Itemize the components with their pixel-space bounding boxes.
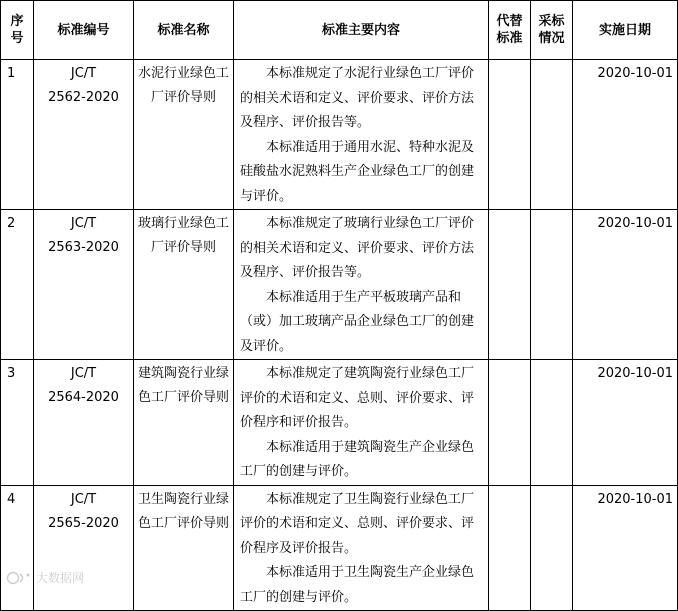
table-header <box>1 1 678 60</box>
content-applicability-paragraph: 本标准适用于建筑陶瓷生产企业绿色工厂的创建与评价。 <box>240 439 475 479</box>
content-scope-paragraph: 本标准规定了水泥行业绿色工厂评价的相关术语和定义、评价要求、评价方法及程序、评价报告等。 <box>240 66 475 130</box>
row-implementation-date: 2020-10-01 <box>573 60 678 210</box>
row-main-content <box>234 360 489 486</box>
row-index: 1 <box>1 60 34 210</box>
code-prefix: JC/T <box>70 216 97 231</box>
row-standard-name: 玻璃行业绿色工厂评价导则 <box>134 210 234 360</box>
code-number: 2562-2020 <box>48 90 119 105</box>
row-replaced-standard <box>489 210 531 360</box>
row-standard-code <box>34 360 134 486</box>
content-applicability-paragraph: 本标准适用于生产平板玻璃产品和（或）加工玻璃产品企业绿色工厂的创建及评价。 <box>240 289 475 354</box>
content-scope-paragraph: 本标准规定了卫生陶瓷行业绿色工厂评价的术语和定义、总则、评价要求、评价程序及评价报告。 <box>240 491 475 556</box>
header-standard-code: 标准编号 <box>34 1 134 60</box>
code-prefix: JC/T <box>70 491 97 507</box>
code-number: 2564-2020 <box>48 390 119 405</box>
row-index: 2 <box>1 210 34 360</box>
row-replaced-standard <box>489 60 531 210</box>
row-standard-name: 水泥行业绿色工厂评价导则 <box>134 60 234 210</box>
content-scope-paragraph: 本标准规定了玻璃行业绿色工厂评价的相关术语和定义、评价要求、评价方法及程序、评价报告等。 <box>240 216 475 280</box>
table-row <box>1 210 678 360</box>
row-standard-name: 建筑陶瓷行业绿色工厂评价导则 <box>134 360 234 486</box>
header-implementation-date: 实施日期 <box>573 1 678 60</box>
table-row <box>1 360 678 486</box>
row-main-content <box>234 210 489 360</box>
header-index: 序号 <box>1 1 34 60</box>
table-row <box>1 60 678 210</box>
content-applicability-paragraph: 本标准适用于卫生陶瓷生产企业绿色工厂的创建与评价。 <box>240 565 475 605</box>
row-standard-code <box>34 210 134 360</box>
watermark-text: 大数据网 <box>36 571 85 585</box>
code-prefix: JC/T <box>70 66 97 81</box>
row-implementation-date: 2020-10-01 <box>573 210 678 360</box>
row-implementation-date: 2020-10-01 <box>573 360 678 486</box>
row-implementation-date: 2020-10-01 <box>573 485 678 611</box>
code-number: 2565-2020 <box>48 515 119 531</box>
code-number: 2563-2020 <box>48 240 119 255</box>
header-replaced-standard: 代替标准 <box>489 1 531 60</box>
row-replaced-standard <box>489 360 531 486</box>
row-adoption <box>531 360 573 486</box>
header-adoption: 采标情况 <box>531 1 573 60</box>
content-applicability-paragraph: 本标准适用于通用水泥、特种水泥及硅酸盐水泥熟料生产企业绿色工厂的创建与评价。 <box>240 139 475 204</box>
row-index: 4 <box>1 485 34 611</box>
code-prefix: JC/T <box>70 366 97 381</box>
row-index: 3 <box>1 360 34 486</box>
content-scope-paragraph: 本标准规定了建筑陶瓷行业绿色工厂评价的术语和定义、总则、评价要求、评价程序和评价报告。 <box>240 366 475 430</box>
header-standard-name: 标准名称 <box>134 1 234 60</box>
row-main-content <box>234 60 489 210</box>
header-main-content: 标准主要内容 <box>234 1 489 60</box>
row-standard-code <box>34 60 134 210</box>
row-adoption <box>531 60 573 210</box>
row-standard-name: 卫生陶瓷行业绿色工厂评价导则 <box>134 485 234 611</box>
watermark <box>6 569 84 586</box>
row-adoption <box>531 210 573 360</box>
watermark-logo-icon <box>6 571 32 585</box>
